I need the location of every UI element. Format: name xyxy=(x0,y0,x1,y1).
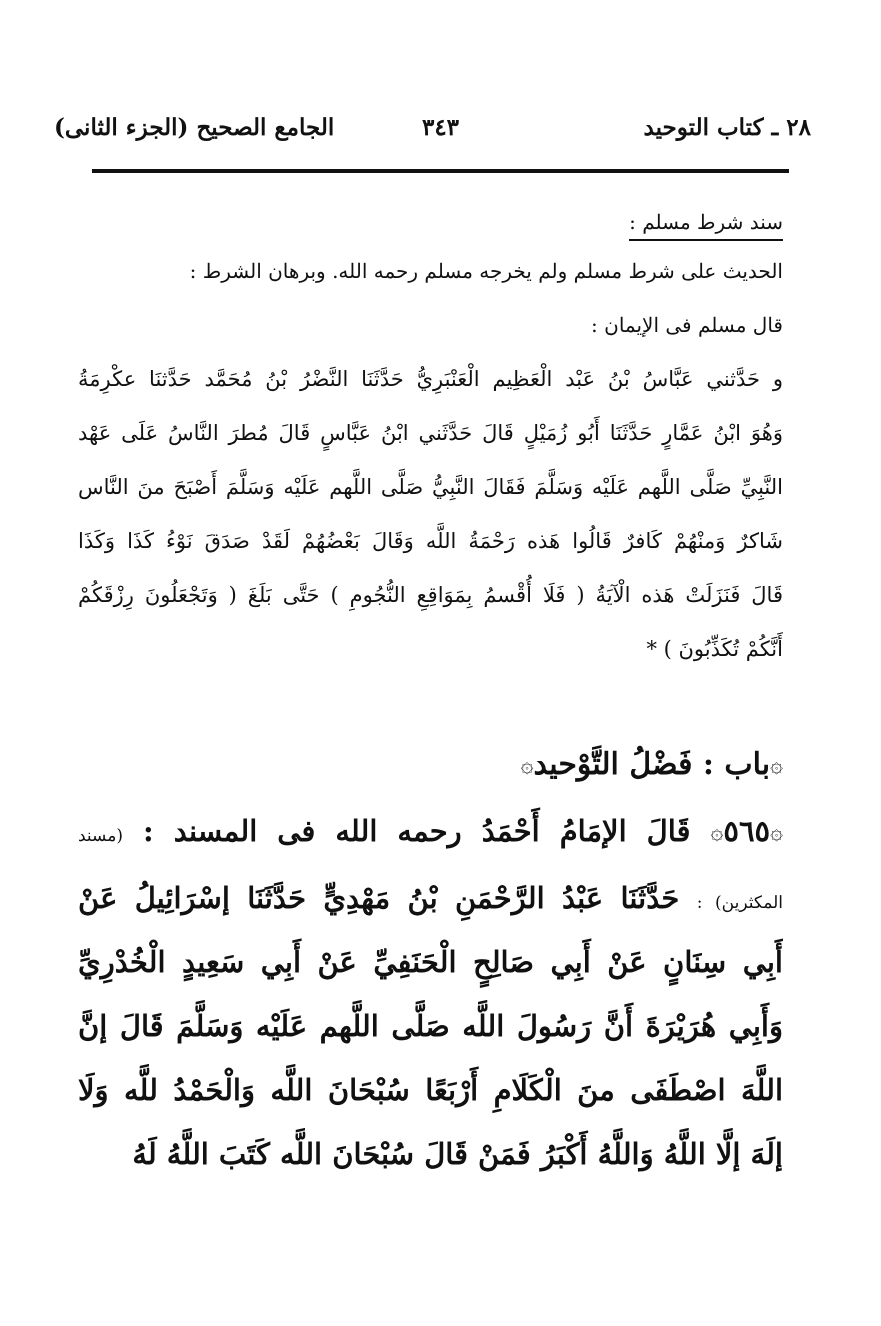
hadith-intro: قَالَ الإمَامُ أَحْمَدُ رحمه الله فى المسند : xyxy=(143,814,691,848)
hadith-line: إلَهَ إلَّا اللَّهُ وَاللَّهُ أَكْبَرُ فَمَنْ قَالَ سُبْحَانَ اللَّه كَتَبَ اللَّهُ لَهُ xyxy=(132,1137,783,1171)
ornament-icon: ۞ xyxy=(710,820,724,845)
hadith-number: ٥٦٥ xyxy=(723,814,771,848)
hadith-line: و حَدَّثني عَبَّاسُ بْنُ عَبْد الْعَظِيم الْعَنْبَرِيُّ حَدَّثَنَا النَّضْرُ بْنُ مُحَمَّد حَدَّثنَا عكْرِمَةُ xyxy=(78,367,783,391)
hadith-line: قَالَ فَنَزَلَتْ هَذه الْآيَةُ ( فَلَا أُقْسمُ بِمَوَاقِعِ النُّجُومِ ) حَتَّى بَلَغَ ( وَتَجْعَلُونَ رِزْقَكُمْ xyxy=(78,583,783,607)
page-header xyxy=(50,110,831,154)
header-book-title: ٢٨ ـ كتاب التوحيد xyxy=(643,114,811,141)
chapter-title: باب : فَضْلُ التَّوْحيد xyxy=(533,747,771,782)
source-note: المكثرين) : xyxy=(696,893,783,913)
subheading: سند شرط مسلم : xyxy=(629,207,783,241)
source-text: قال مسلم فى الإيمان : xyxy=(591,313,783,337)
ornament-icon: ۞ xyxy=(520,753,534,778)
header-volume-title: الجامع الصحيح (الجزء الثانى) xyxy=(54,114,335,141)
chapter-heading xyxy=(78,740,783,790)
hadith-text: حَدَّثَنَا عَبْدُ الرَّحْمَنِ بْنُ مَهْدِيٍّ حَدَّثَنَا إسْرَائِيلُ عَنْ xyxy=(78,881,680,915)
hadith-header-line xyxy=(78,796,783,866)
hadith-line: وَأَبِي هُرَيْرَةَ أَنَّ رَسُولَ اللَّه صَلَّى اللَّهم عَلَيْه وَسَلَّمَ قَالَ إنَّ xyxy=(78,1009,783,1043)
hadith-line: النَّبِيِّ صَلَّى اللَّهم عَلَيْه وَسَلَّمَ فَقَالَ النَّبِيُّ صَلَّى اللَّهم عَلَيْه وَسَلَّمَ أَصْبَحَ منَ النَّاس xyxy=(78,475,783,499)
header-rule xyxy=(92,169,789,173)
hadith-last-line: أَنَّكُمْ تُكَذِّبُونَ ) * xyxy=(646,637,783,661)
hadith-line: شَاكرٌ وَمنْهُمْ كَافرٌ قَالُوا هَذه رَحْمَةُ اللَّه وَقَالَ بَعْضُهُمْ لَقَدْ صَدَقَ نَوْءُ كَذَا وَكَذَا xyxy=(78,529,783,553)
intro-text: الحديث على شرط مسلم ولم يخرجه مسلم رحمه الله. وبرهان الشرط : xyxy=(189,259,783,283)
lower-section xyxy=(78,740,783,1186)
subheading-line xyxy=(78,200,783,244)
hadith-line: أَبِي سِنَانٍ عَنْ أَبِي صَالِحٍ الْحَنَفِيِّ عَنْ أَبِي سَعِيدٍ الْخُدْرِيِّ xyxy=(78,945,783,979)
ornament-icon: ۞ xyxy=(770,820,783,845)
upper-section xyxy=(78,200,783,676)
hadith-line: وَهُوَ ابْنُ عَمَّارٍ حَدَّثَنَا أَبُو زُمَيْلٍ قَالَ حَدَّثَني ابْنُ عَبَّاسٍ قَالَ مُطرَ النَّاسُ عَلَى عَهْد xyxy=(78,421,783,445)
ornament-icon: ۞ xyxy=(770,753,783,778)
page-number: ٣٤٣ xyxy=(421,114,460,141)
hadith-line: اللَّهَ اصْطَفَى منَ الْكَلَامِ أَرْبَعًا سُبْحَانَ اللَّه وَالْحَمْدُ للَّه وَلَا xyxy=(78,1073,783,1107)
hadith-line xyxy=(78,866,783,930)
source-note: (مسند xyxy=(78,826,123,846)
